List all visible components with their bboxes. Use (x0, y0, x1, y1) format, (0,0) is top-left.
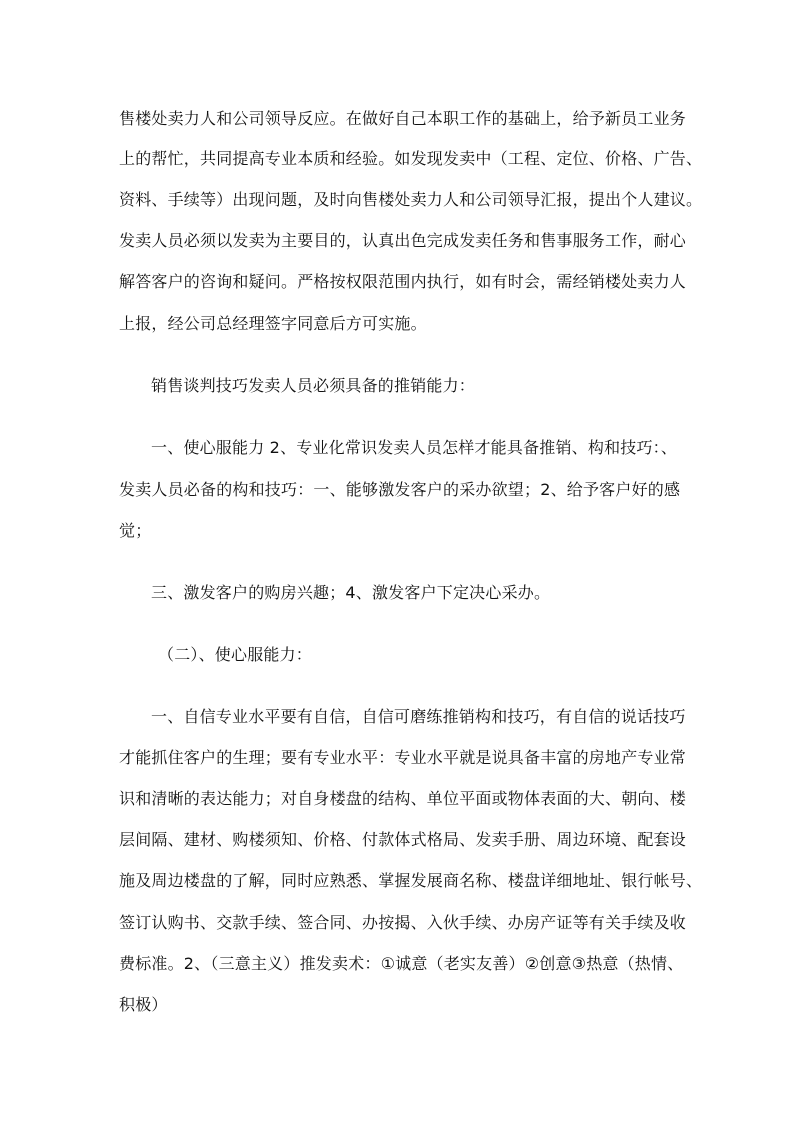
paragraph-line: 一、使心服能力 2、专业化常识发卖人员怎样才能具备推销、构和技巧：、 (151, 438, 678, 457)
paragraph-line: 才能抓住客户的生理；要有专业水平：专业水平就是说具备丰富的房地产专业常 (119, 748, 687, 767)
paragraph-line: 识和清晰的表达能力；对自身楼盘的结构、单位平面或物体表面的大、朝向、楼 (119, 789, 687, 808)
paragraph-line: 一、自信专业水平要有自信，自信可磨练推销构和技巧，有自信的说话技巧 (151, 707, 686, 726)
paragraph-line: 层间隔、建材、购楼须知、价格、付款体式格局、发卖手册、周边环境、配套设 (119, 830, 687, 849)
paragraph-line: 发卖人员必备的构和技巧：一、能够激发客户的采办欲望；2、给予客户好的感 (119, 480, 681, 499)
paragraph-line: 三、激发客户的购房兴趣；4、激发客户下定决心采办。 (151, 583, 551, 602)
paragraph-line: 解答客户的咨询和疑问。严格按权限范围内执行，如有时会，需经销楼处卖力人 (119, 272, 687, 291)
paragraph-line: 售楼处卖力人和公司领导反应。在做好自己本职工作的基础上，给予新员工业务 (119, 109, 687, 128)
section-heading: 销售谈判技巧发卖人员必须具备的推销能力： (151, 376, 476, 395)
section-heading: （二）、使心服能力： (158, 645, 313, 664)
paragraph-line: 签订认购书、交款手续、签合同、办按揭、入伙手续、办房产证等有关手续及收 (119, 913, 687, 932)
paragraph-line: 积极） (119, 995, 168, 1014)
paragraph-line: 资料、手续等）出现问题，及时向售楼处卖力人和公司领导汇报，提出个人建议。 (119, 190, 703, 209)
paragraph-line: 上的帮忙，共同提高专业本质和经验。如发现发卖中（工程、定位、价格、广告、 (119, 149, 703, 168)
paragraph-line: 发卖人员必须以发卖为主要目的，认真出色完成发卖任务和售事服务工作，耐心 (119, 231, 687, 250)
paragraph-line: 上报，经公司总经理签字同意后方可实施。 (119, 314, 427, 333)
paragraph-line: 费标准。2、（三意主义）推发卖术：①诚意（老实友善）②创意③热意（热情、 (119, 954, 684, 973)
paragraph-line: 觉； (119, 521, 152, 540)
paragraph-line: 施及周边楼盘的了解，同时应熟悉、掌握发展商名称、楼盘详细地址、银行帐号、 (119, 871, 703, 890)
